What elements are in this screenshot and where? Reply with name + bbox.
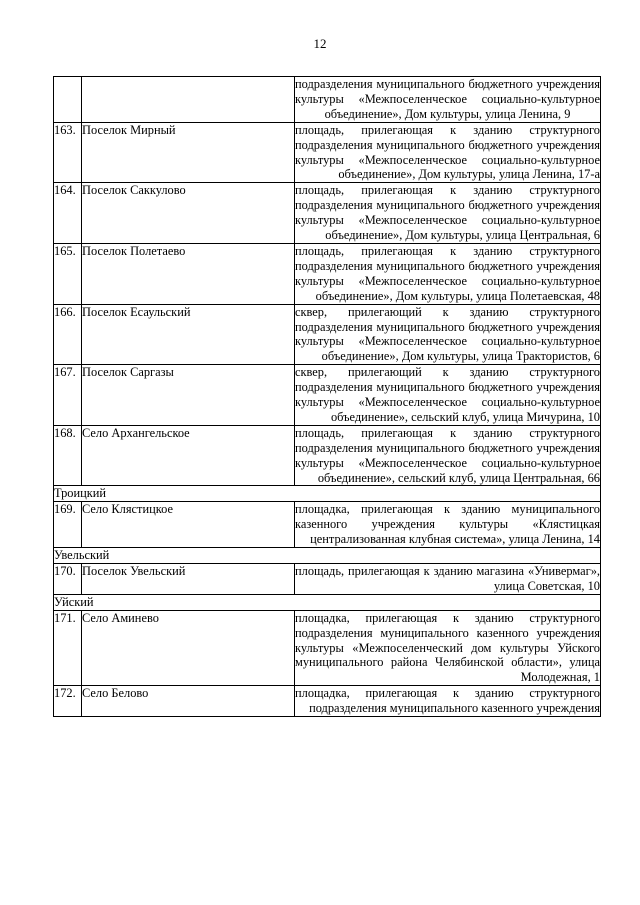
row-number: 165. [54,243,82,304]
locations-table [53,76,601,717]
venue-description [295,183,601,244]
venue-description-text: площадь, прилегающая к зданию структурного подразделения муниципального бюджетного учреждения культуры «Межпоселенческое социально-культурное объединение», Дом культуры, улица Полетаевская, 48 [295,243,600,303]
district-cell [54,486,601,502]
table-row [54,502,601,548]
settlement-name [82,77,295,123]
venue-description [295,304,601,365]
row-number: 168. [54,425,82,486]
row-number: 170. [54,564,82,595]
settlement-name: Село Белово [82,686,295,717]
venue-description-text: площадка, прилегающая к зданию структурного подразделения муниципального казенного учреждения культуры «Межпоселенческий дом культуры Уйского муниципального района Челябинской области», улица Молодежная, 1 [295,610,600,685]
settlement-name: Поселок Увельский [82,564,295,595]
settlement-name: Поселок Саккулово [82,183,295,244]
table-row [54,686,601,717]
district-row [54,594,601,610]
settlement-name: Поселок Саргазы [82,365,295,426]
district-cell [54,594,601,610]
venue-description [295,243,601,304]
district-label: Увельский [54,548,110,563]
row-number: 163. [54,122,82,183]
row-number: 167. [54,365,82,426]
venue-description-text: площадь, прилегающая к зданию магазина «Универмаг», улица Советская, 10 [295,564,600,593]
venue-description [295,564,601,595]
row-number [54,77,82,123]
district-cell [54,548,601,564]
settlement-name: Поселок Мирный [82,122,295,183]
venue-description-text: площадка, прилегающая к зданию структурного подразделения муниципального казенного учреждения [295,686,600,716]
venue-description [295,425,601,486]
table-row [54,243,601,304]
district-label: Троицкий [54,486,107,501]
settlement-name: Поселок Есаульский [82,304,295,365]
venue-description [295,502,601,548]
row-number: 169. [54,502,82,548]
venue-description-text: сквер, прилегающий к зданию структурного подразделения муниципального бюджетного учреждения культуры «Межпоселенческое социально-культурное объединение», сельский клуб, улица Мичурина, 10 [295,365,600,424]
table-row [54,183,601,244]
venue-description-text: площадь, прилегающая к зданию структурного подразделения муниципального бюджетного учреждения культуры «Межпоселенческое социально-культурное объединение», Дом культуры, улица Ленина, 17-а [295,122,600,182]
venue-description-text: площадь, прилегающая к зданию структурного подразделения муниципального бюджетного учреждения культуры «Межпоселенческое социально-культурное объединение», сельский клуб, улица Центральная, 66 [295,425,600,485]
table-row [54,425,601,486]
venue-description-text: площадь, прилегающая к зданию структурного подразделения муниципального бюджетного учреждения культуры «Межпоселенческое социально-культурное объединение», Дом культуры, улица Центральная, 6 [295,183,600,243]
district-row [54,486,601,502]
venue-description [295,610,601,686]
page-number: 12 [313,36,327,51]
row-number: 166. [54,304,82,365]
table-row [54,610,601,686]
venue-description [295,122,601,183]
row-number: 171. [54,610,82,686]
district-label: Уйский [54,594,94,609]
venue-description [295,365,601,426]
table-row [54,365,601,426]
row-number: 172. [54,686,82,717]
table-row [54,122,601,183]
table-row [54,304,601,365]
table-body [54,77,601,717]
settlement-name: Село Аминево [82,610,295,686]
table-row [54,564,601,595]
settlement-name: Село Архангельское [82,425,295,486]
table-row [54,77,601,123]
venue-description-text: сквер, прилегающий к зданию структурного подразделения муниципального бюджетного учреждения культуры «Межпоселенческое социально-культурное объединение», Дом культуры, улица Трактористов, 6 [295,304,600,364]
venue-description-text: площадка, прилегающая к зданию муниципального казенного учреждения культуры «Клястицкая централизованная клубная система», улица Ленина, 14 [295,502,600,547]
settlement-name: Поселок Полетаево [82,243,295,304]
row-number: 164. [54,183,82,244]
settlement-name: Село Клястицкое [82,502,295,548]
venue-description [295,77,601,123]
venue-description [295,686,601,717]
venue-description-text: подразделения муниципального бюджетного учреждения культуры «Межпоселенческое социально-культурное объединение», Дом культуры, улица Ленина, 9 [295,77,600,121]
district-row [54,548,601,564]
